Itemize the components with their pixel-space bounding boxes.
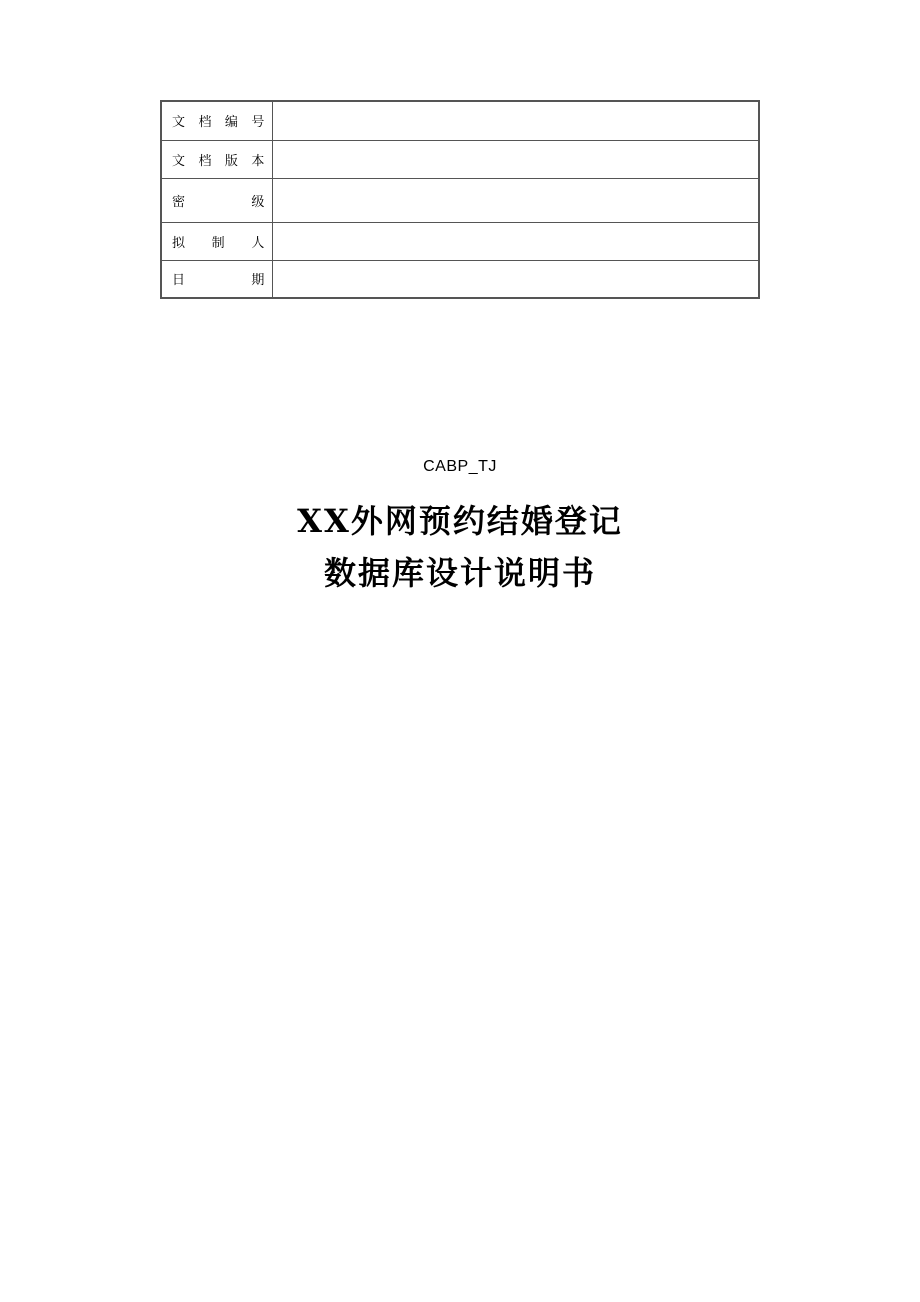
label-doc-version [161,140,273,178]
label-char: 版 [224,153,238,169]
value-date[interactable] [273,260,759,298]
label-char: 文 [172,153,186,169]
label-char: 日 [172,273,186,289]
label-char: 文 [172,115,186,131]
label-char: 档 [198,115,212,131]
value-author[interactable] [273,222,759,260]
value-doc-number[interactable] [273,101,759,140]
label-char: 人 [251,235,265,251]
document-info-table [160,100,760,299]
label-char: 号 [251,115,265,131]
label-doc-number [161,101,273,140]
label-char: 编 [224,115,238,131]
value-security-level[interactable] [273,178,759,222]
document-title-line-2: 数据库设计说明书 [323,554,596,592]
table-row-author [161,222,759,260]
label-char: 本 [251,153,265,169]
label-date [161,260,273,298]
table-row-doc-number [161,101,759,140]
label-char: 拟 [172,235,186,251]
table-row-security-level [161,178,759,222]
label-char: 级 [251,194,265,210]
value-doc-version[interactable] [273,140,759,178]
table-row-date [161,260,759,298]
label-author [161,222,273,260]
label-char: 密 [172,194,186,210]
table-row-doc-version [161,140,759,178]
label-char: 期 [251,273,265,289]
document-title-line-1: XX外网预约结婚登记 [297,502,623,540]
label-char: 档 [198,153,212,169]
label-security-level [161,178,273,222]
document-code: CABP_TJ [423,458,497,475]
label-char: 制 [211,235,225,251]
